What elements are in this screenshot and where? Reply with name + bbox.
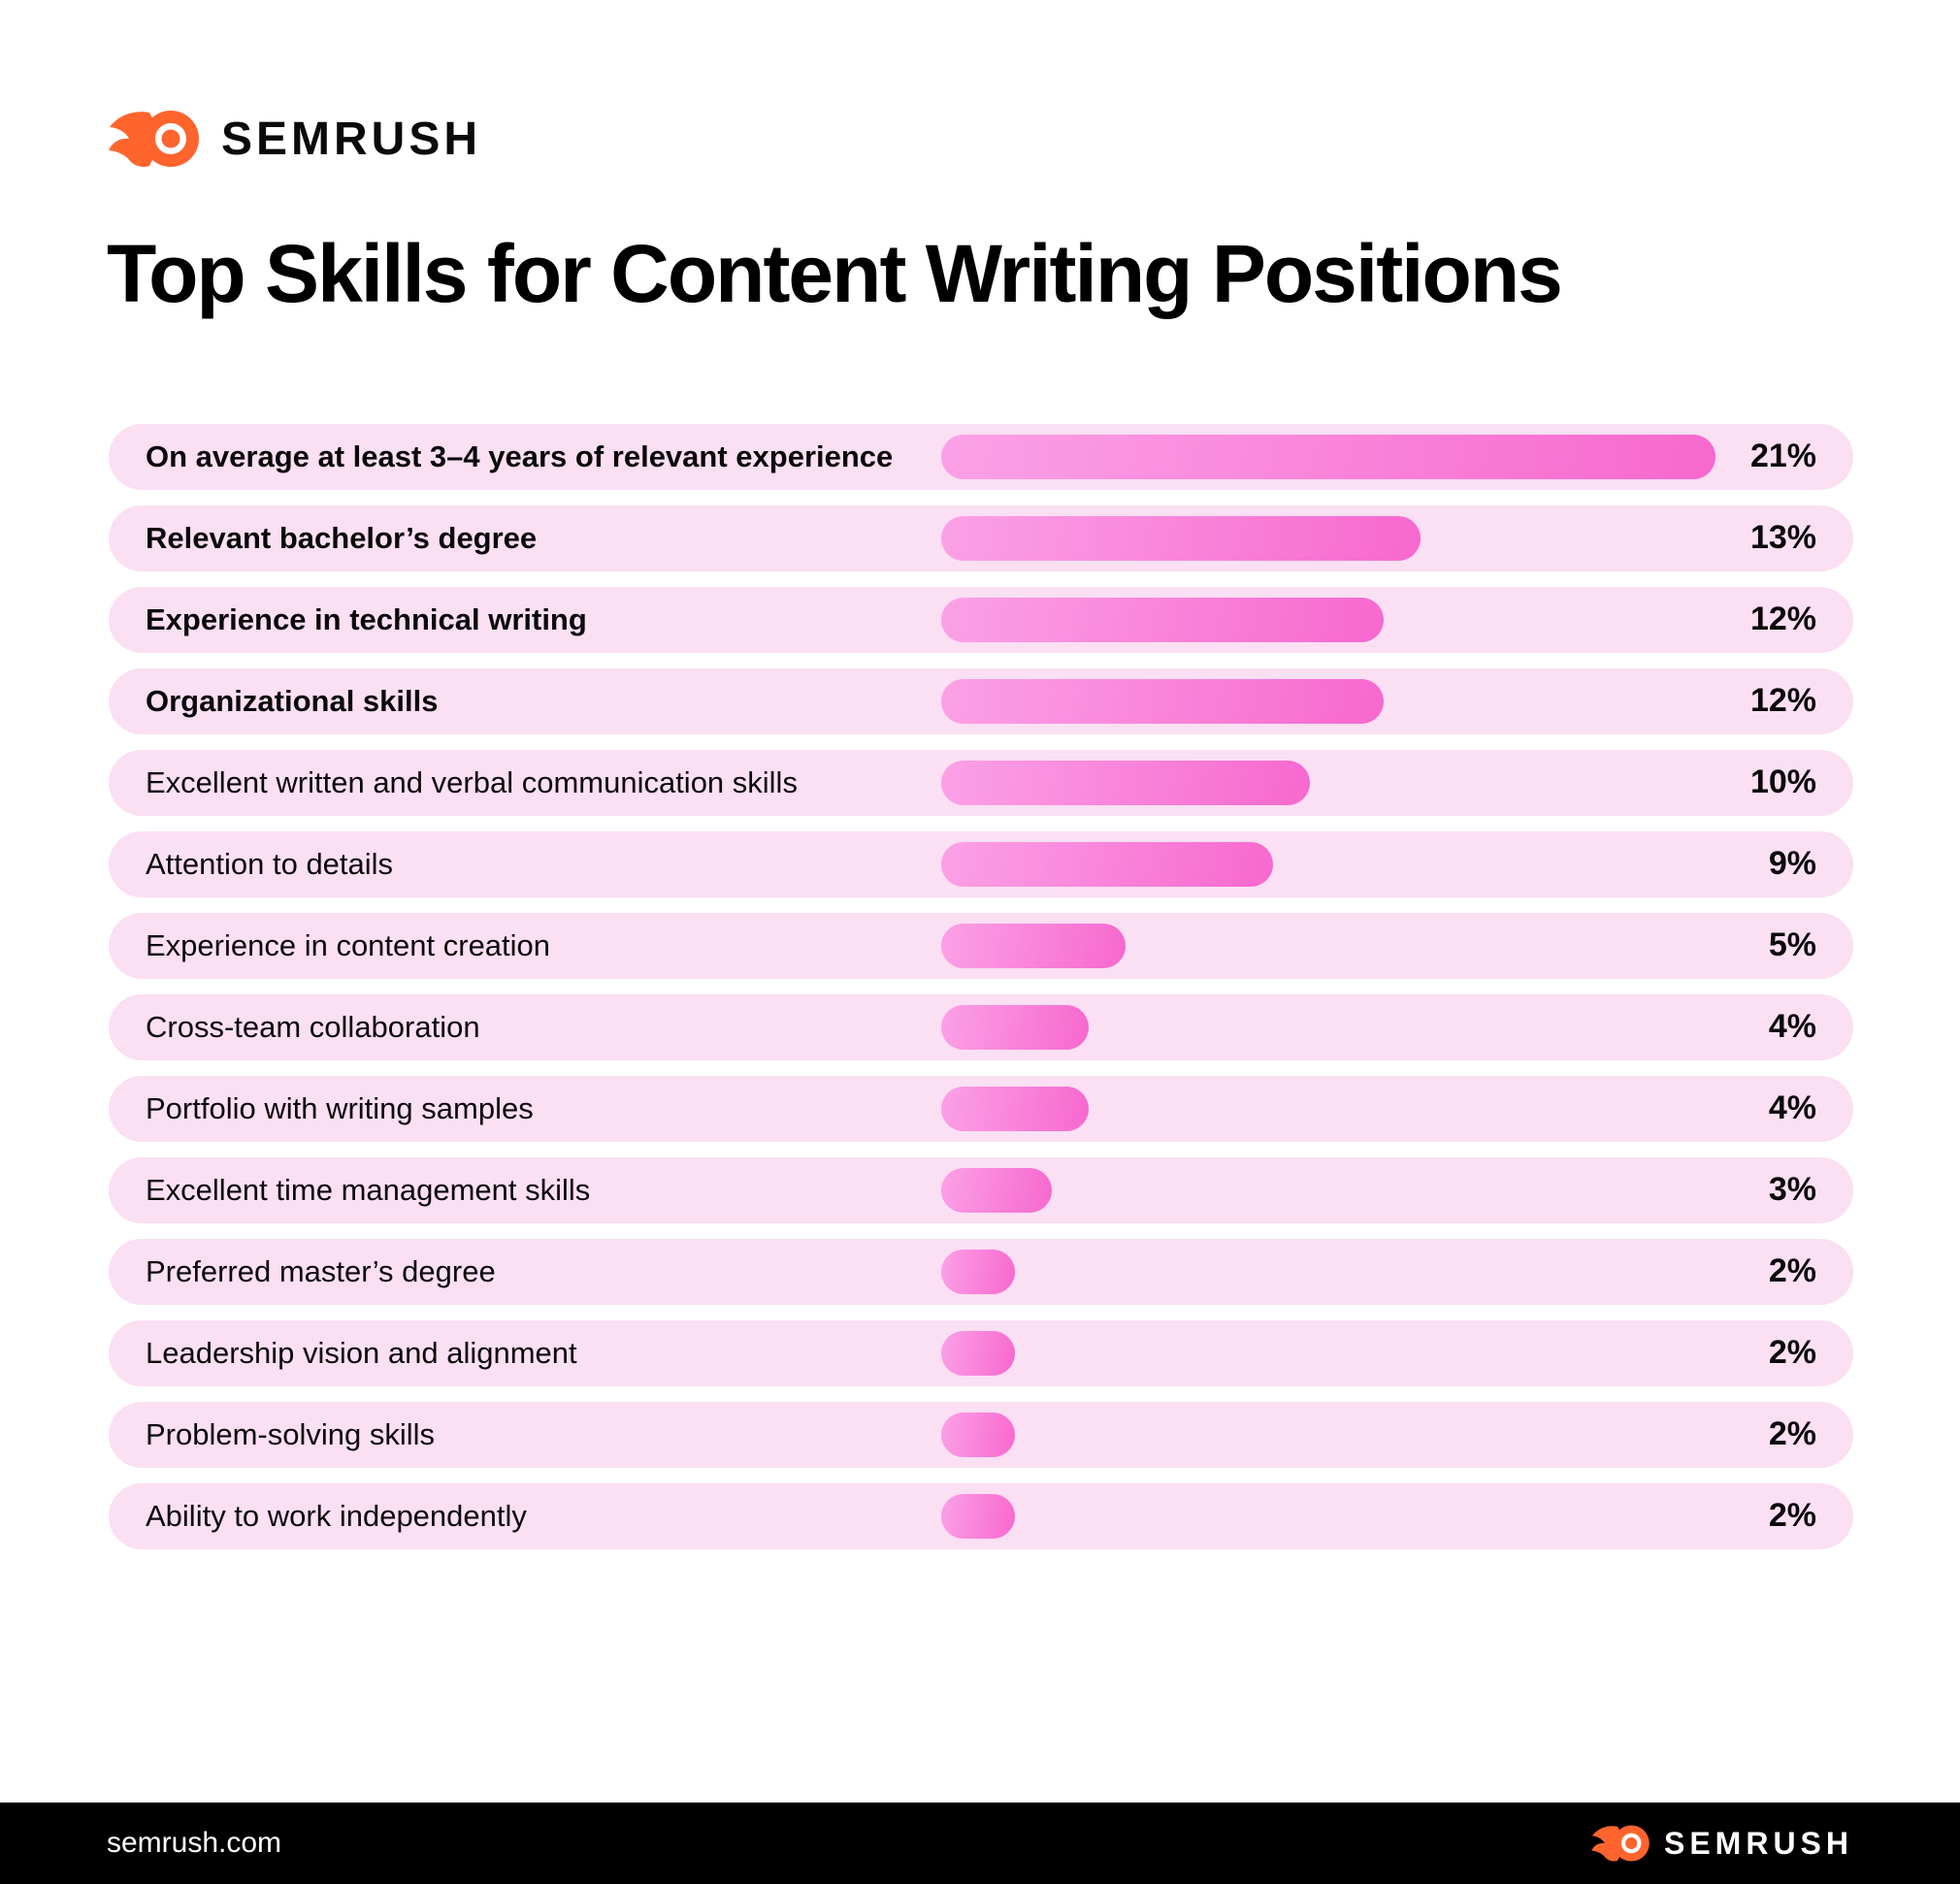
footer-site-url: semrush.com [107,1827,282,1859]
bar-track [941,761,1727,805]
skill-label: Problem-solving skills [146,1416,436,1451]
chart-row [109,1157,1853,1223]
percent-value: 9% [1768,845,1816,883]
semrush-flame-icon [107,109,204,169]
bar-track [941,598,1727,642]
bar-track [941,1005,1727,1050]
chart-row [109,1239,1853,1305]
bar-fill [941,1087,1089,1131]
bar-track [941,1494,1727,1539]
bar-fill [941,924,1126,968]
bar-fill [941,1250,1015,1294]
bar-track [941,1168,1727,1213]
footer-logo [1590,1824,1853,1863]
percent-value: 21% [1749,438,1816,475]
header-logo [107,109,1960,169]
chart-row [109,1320,1853,1386]
chart-row [109,831,1853,897]
skill-label: On average at least 3–4 years of relevant experience [146,439,894,473]
semrush-logo-text: SEMRUSH [221,113,482,165]
percent-value: 4% [1768,1089,1816,1127]
bar-fill [941,516,1421,561]
chart-row [109,750,1853,816]
bar-track [941,1250,1727,1294]
bar-fill [941,1413,1015,1457]
percent-value: 2% [1768,1334,1816,1372]
percent-value: 2% [1768,1252,1816,1290]
bar-fill [941,1168,1052,1213]
chart-row [109,668,1853,734]
percent-value: 13% [1749,519,1816,557]
bar-track [941,435,1727,479]
bar-fill [941,842,1273,887]
page-title: Top Skills for Content Writing Positions [107,228,1561,319]
bar-track [941,1413,1727,1457]
skill-label: Organizational skills [146,683,439,718]
bar-fill [941,1331,1015,1376]
percent-value: 12% [1749,601,1816,638]
percent-value: 10% [1749,763,1816,801]
semrush-flame-icon [1590,1824,1652,1863]
percent-value: 4% [1768,1008,1816,1046]
bar-fill [941,761,1310,805]
bar-fill [941,679,1384,724]
skill-label: Portfolio with writing samples [146,1090,534,1125]
skill-label: Ability to work independently [146,1498,527,1533]
chart-row [109,587,1853,653]
skill-label: Experience in technical writing [146,601,587,636]
chart-row [109,1402,1853,1468]
bar-track [941,1331,1727,1376]
bar-track [941,924,1727,968]
chart-row [109,994,1853,1060]
bar-fill [941,1005,1089,1050]
bar-track [941,516,1727,561]
bar-fill [941,435,1715,479]
bar-track [941,679,1727,724]
percent-value: 2% [1768,1415,1816,1453]
skill-label: Relevant bachelor’s degree [146,520,538,555]
percent-value: 12% [1749,682,1816,720]
bar-track [941,1087,1727,1131]
skill-label: Preferred master’s degree [146,1253,496,1288]
chart-row [109,1076,1853,1142]
footer-bar [0,1803,1960,1884]
skill-label: Excellent written and verbal communication skills [146,764,798,799]
skill-label: Excellent time management skills [146,1172,591,1207]
percent-value: 3% [1768,1171,1816,1209]
skill-label: Experience in content creation [146,927,551,962]
skill-label: Cross-team collaboration [146,1009,480,1044]
bar-chart [109,424,1853,1549]
chart-row [109,505,1853,571]
chart-row [109,1483,1853,1549]
semrush-logo-text: SEMRUSH [1663,1825,1853,1861]
skill-label: Attention to details [146,846,394,881]
chart-row [109,424,1853,490]
percent-value: 5% [1768,926,1816,964]
bar-track [941,842,1727,887]
skill-label: Leadership vision and alignment [146,1335,577,1370]
bar-fill [941,1494,1015,1539]
bar-fill [941,598,1384,642]
chart-row [109,913,1853,979]
percent-value: 2% [1768,1497,1816,1535]
